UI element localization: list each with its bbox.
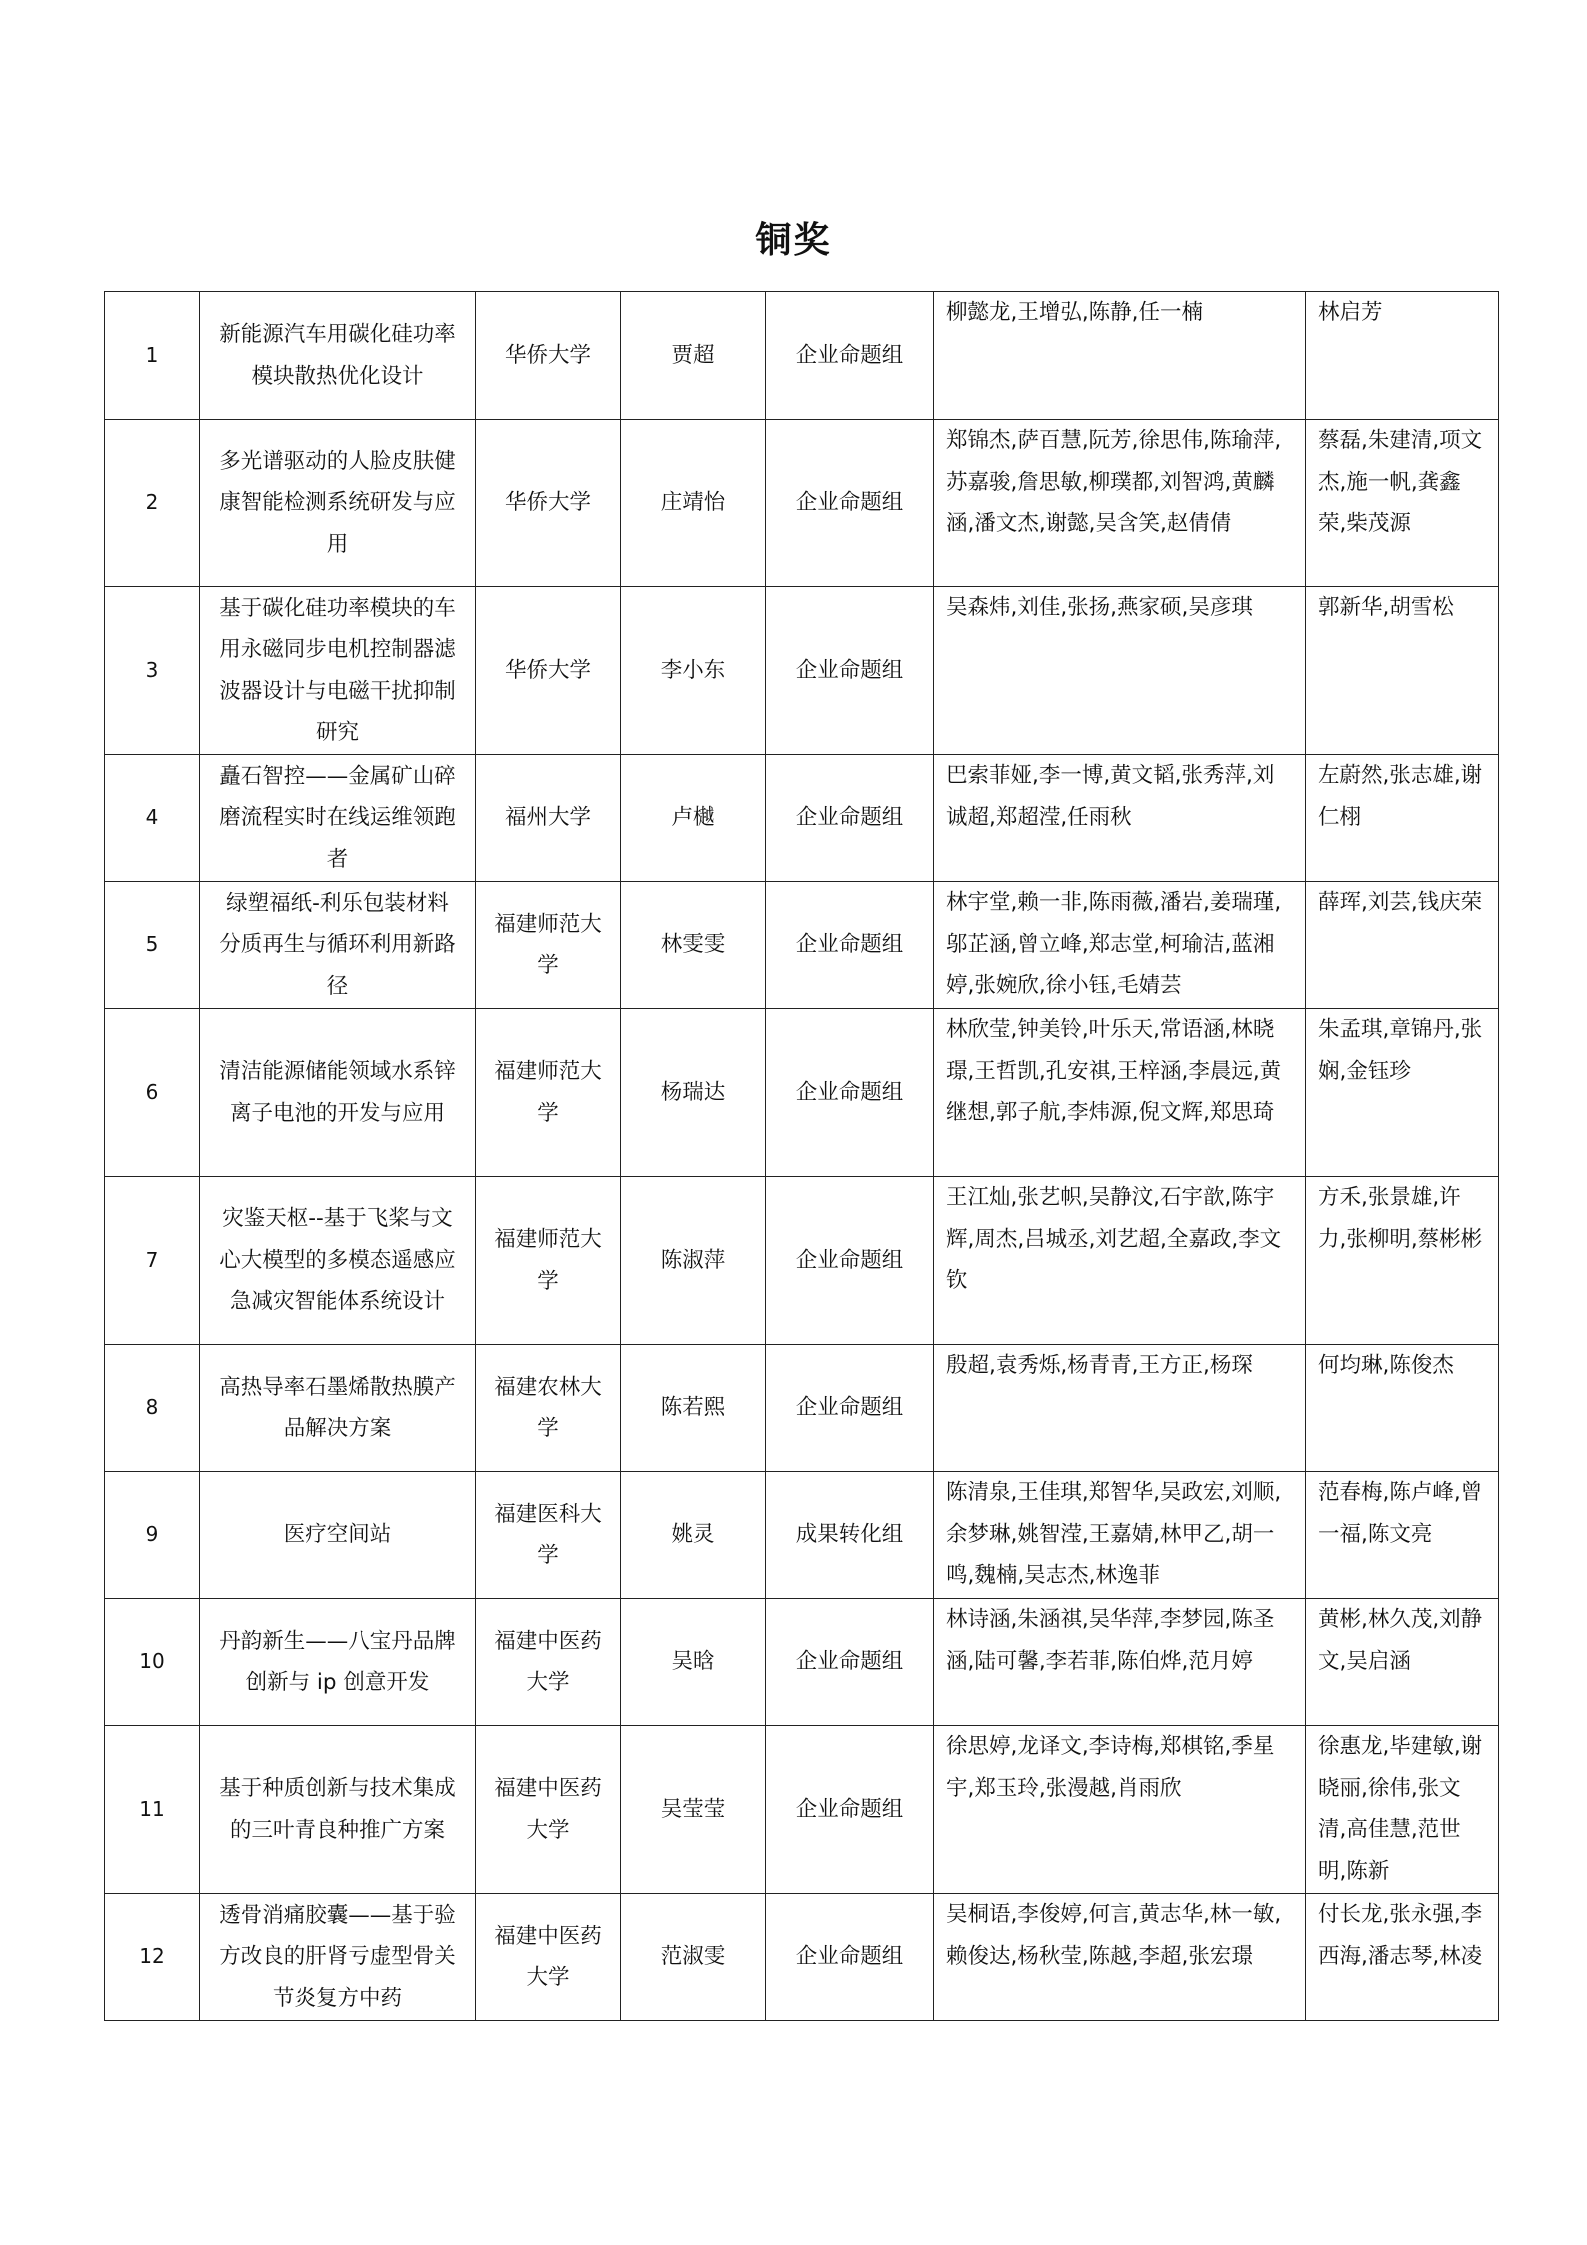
advisors-cell: 林启芳 [1306,292,1499,420]
school-name-cell: 福建师范大学 [476,1177,621,1345]
table-row [105,755,1499,882]
competition-group-cell: 企业命题组 [766,1009,934,1177]
competition-group-cell: 企业命题组 [766,755,934,882]
row-number-cell: 6 [105,1009,200,1177]
team-members-cell: 林诗涵,朱涵祺,吴华萍,李梦园,陈圣涵,陆可馨,李若菲,陈伯烨,范月婷 [934,1599,1306,1726]
team-members-cell: 柳懿龙,王增弘,陈静,任一楠 [934,292,1306,420]
competition-group-cell: 成果转化组 [766,1472,934,1599]
school-name-cell: 华侨大学 [476,587,621,755]
advisors-cell: 付长龙,张永强,李西海,潘志琴,林凌 [1306,1894,1499,2021]
school-name-cell: 福州大学 [476,755,621,882]
project-name-cell: 灾鉴天枢--基于飞桨与文心大模型的多模态遥感应急减灾智能体系统设计 [200,1177,476,1345]
project-name-cell: 新能源汽车用碳化硅功率模块散热优化设计 [200,292,476,420]
table-row [105,587,1499,755]
row-number-cell: 9 [105,1472,200,1599]
table-row [105,420,1499,587]
team-members-cell: 巴索菲娅,李一博,黄文韬,张秀萍,刘诚超,郑超滢,任雨秋 [934,755,1306,882]
advisors-cell: 蔡磊,朱建清,项文杰,施一帆,龚鑫荣,柴茂源 [1306,420,1499,587]
row-number-cell: 12 [105,1894,200,2021]
competition-group-cell: 企业命题组 [766,1599,934,1726]
team-leader-cell: 李小东 [621,587,766,755]
team-leader-cell: 贾超 [621,292,766,420]
project-name-cell: 绿塑福纸-利乐包装材料分质再生与循环利用新路径 [200,882,476,1009]
advisors-cell: 黄彬,林久茂,刘静文,吴启涵 [1306,1599,1499,1726]
award-table [104,291,1499,2021]
row-number-cell: 8 [105,1345,200,1472]
row-number-cell: 10 [105,1599,200,1726]
table-row [105,1726,1499,1894]
team-leader-cell: 林雯雯 [621,882,766,1009]
team-leader-cell: 卢樾 [621,755,766,882]
table-row [105,1599,1499,1726]
team-members-cell: 林宇堂,赖一非,陈雨薇,潘岩,姜瑞瑾,邬芷涵,曾立峰,郑志堂,柯瑜洁,蓝湘婷,张婉欣,徐小钰,毛婧芸 [934,882,1306,1009]
team-members-cell: 王江灿,张艺帜,吴静汶,石宇歆,陈宇辉,周杰,吕城丞,刘艺超,全嘉政,李文钦 [934,1177,1306,1345]
project-name-cell: 医疗空间站 [200,1472,476,1599]
team-members-cell: 吴森炜,刘佳,张扬,燕家硕,吴彦琪 [934,587,1306,755]
team-members-cell: 林欣莹,钟美铃,叶乐天,常语涵,林晓璟,王哲凯,孔安祺,王梓涵,李晨远,黄继想,郭子航,李炜源,倪文辉,郑思琦 [934,1009,1306,1177]
team-leader-cell: 范淑雯 [621,1894,766,2021]
team-members-cell: 吴桐语,李俊婷,何言,黄志华,林一敏,赖俊达,杨秋莹,陈越,李超,张宏璟 [934,1894,1306,2021]
school-name-cell: 福建师范大学 [476,1009,621,1177]
table-row [105,292,1499,420]
row-number-cell: 3 [105,587,200,755]
school-name-cell: 华侨大学 [476,292,621,420]
page-title: 铜奖 [755,219,832,261]
project-name-cell: 基于碳化硅功率模块的车用永磁同步电机控制器滤波器设计与电磁干扰抑制研究 [200,587,476,755]
advisors-cell: 左蔚然,张志雄,谢仁栩 [1306,755,1499,882]
school-name-cell: 福建师范大学 [476,882,621,1009]
competition-group-cell: 企业命题组 [766,420,934,587]
row-number-cell: 1 [105,292,200,420]
competition-group-cell: 企业命题组 [766,587,934,755]
competition-group-cell: 企业命题组 [766,1894,934,2021]
team-leader-cell: 陈若熙 [621,1345,766,1472]
team-leader-cell: 陈淑萍 [621,1177,766,1345]
table-row [105,1177,1499,1345]
team-leader-cell: 庄靖怡 [621,420,766,587]
team-leader-cell: 姚灵 [621,1472,766,1599]
competition-group-cell: 企业命题组 [766,882,934,1009]
row-number-cell: 4 [105,755,200,882]
team-leader-cell: 吴莹莹 [621,1726,766,1894]
project-name-cell: 基于种质创新与技术集成的三叶青良种推广方案 [200,1726,476,1894]
row-number-cell: 5 [105,882,200,1009]
team-members-cell: 徐思婷,龙译文,李诗梅,郑棋铭,季星宇,郑玉玲,张漫越,肖雨欣 [934,1726,1306,1894]
competition-group-cell: 企业命题组 [766,292,934,420]
team-members-cell: 陈清泉,王佳琪,郑智华,吴政宏,刘顺,余梦琳,姚智滢,王嘉婧,林甲乙,胡一鸣,魏楠,吴志杰,林逸菲 [934,1472,1306,1599]
project-name-cell: 矗石智控——金属矿山碎磨流程实时在线运维领跑者 [200,755,476,882]
advisors-cell: 薛珲,刘芸,钱庆荣 [1306,882,1499,1009]
advisors-cell: 朱孟琪,章锦丹,张娴,金钰珍 [1306,1009,1499,1177]
advisors-cell: 范春梅,陈卢峰,曾一福,陈文亮 [1306,1472,1499,1599]
project-name-cell: 丹韵新生——八宝丹品牌创新与 ip 创意开发 [200,1599,476,1726]
row-number-cell: 7 [105,1177,200,1345]
advisors-cell: 方禾,张景雄,许力,张柳明,蔡彬彬 [1306,1177,1499,1345]
team-members-cell: 郑锦杰,萨百慧,阮芳,徐思伟,陈瑜萍,苏嘉骏,詹思敏,柳璞都,刘智鸿,黄麟涵,潘文杰,谢懿,吴含笑,赵倩倩 [934,420,1306,587]
school-name-cell: 华侨大学 [476,420,621,587]
competition-group-cell: 企业命题组 [766,1726,934,1894]
school-name-cell: 福建中医药大学 [476,1726,621,1894]
team-members-cell: 殷超,袁秀烁,杨青青,王方正,杨琛 [934,1345,1306,1472]
school-name-cell: 福建医科大学 [476,1472,621,1599]
advisors-cell: 徐惠龙,毕建敏,谢晓丽,徐伟,张文清,高佳慧,范世明,陈新 [1306,1726,1499,1894]
competition-group-cell: 企业命题组 [766,1177,934,1345]
project-name-cell: 高热导率石墨烯散热膜产品解决方案 [200,1345,476,1472]
table-row [105,1345,1499,1472]
advisors-cell: 何均琳,陈俊杰 [1306,1345,1499,1472]
school-name-cell: 福建中医药大学 [476,1599,621,1726]
award-table-body [105,292,1499,2021]
row-number-cell: 11 [105,1726,200,1894]
table-row [105,1472,1499,1599]
table-row [105,1894,1499,2021]
project-name-cell: 清洁能源储能领域水系锌离子电池的开发与应用 [200,1009,476,1177]
competition-group-cell: 企业命题组 [766,1345,934,1472]
table-row [105,1009,1499,1177]
project-name-cell: 透骨消痛胶囊——基于验方改良的肝肾亏虚型骨关节炎复方中药 [200,1894,476,2021]
team-leader-cell: 吴晗 [621,1599,766,1726]
advisors-cell: 郭新华,胡雪松 [1306,587,1499,755]
project-name-cell: 多光谱驱动的人脸皮肤健康智能检测系统研发与应用 [200,420,476,587]
row-number-cell: 2 [105,420,200,587]
team-leader-cell: 杨瑞达 [621,1009,766,1177]
table-row [105,882,1499,1009]
school-name-cell: 福建中医药大学 [476,1894,621,2021]
school-name-cell: 福建农林大学 [476,1345,621,1472]
